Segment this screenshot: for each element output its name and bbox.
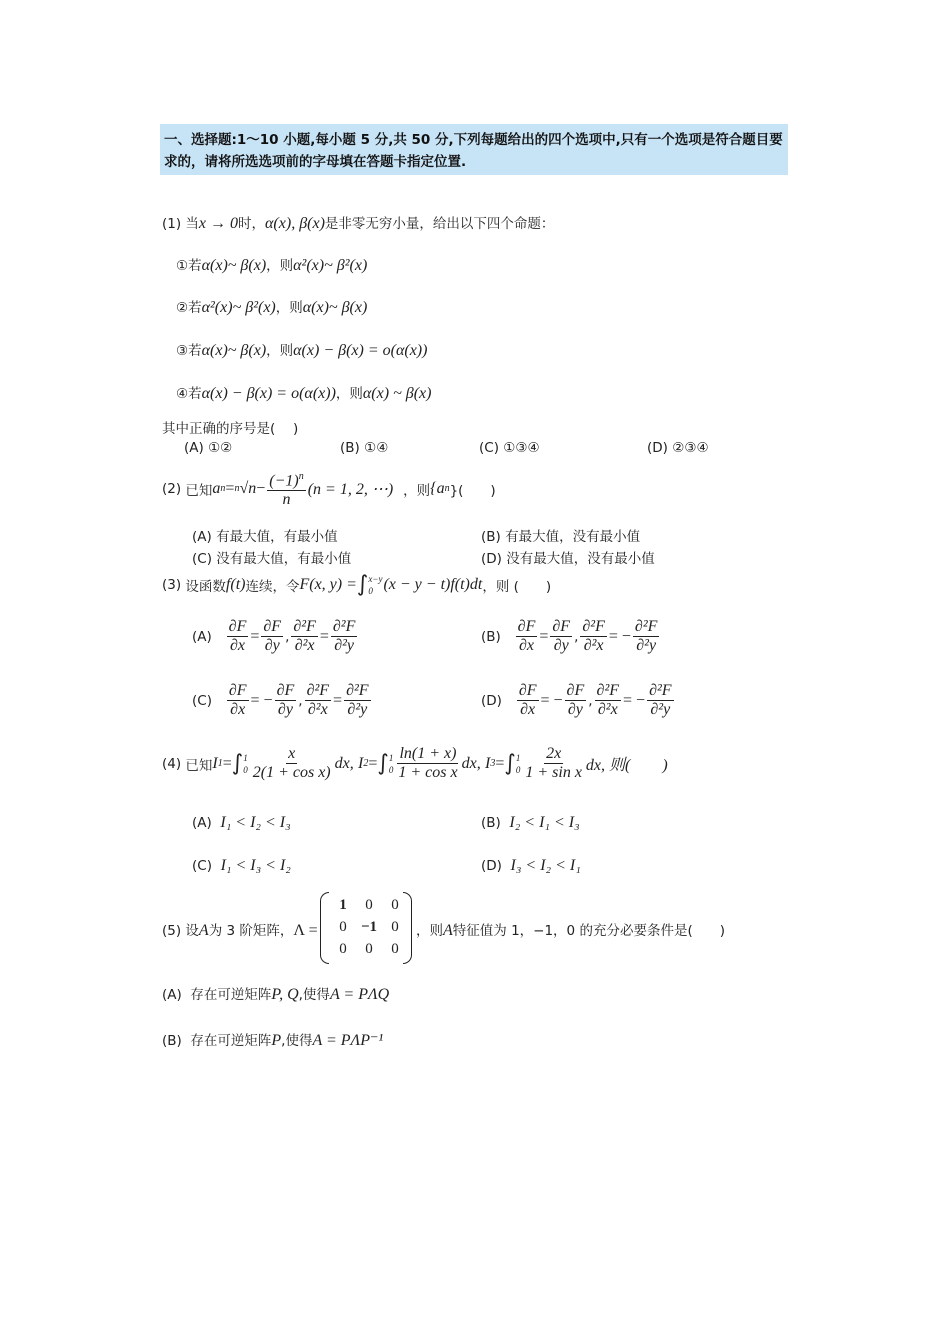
q5-option-b[interactable] (162, 1029, 383, 1050)
q2-root-index: n (234, 483, 240, 495)
q5-A-2: A (443, 922, 453, 939)
q1-prop-3-mid: ，则 (266, 343, 294, 359)
q3-d-f4-num: ∂²F (649, 682, 672, 699)
q5-option-b-label: (B) (162, 1033, 182, 1049)
q3-stem-a: 设函数 (185, 578, 226, 595)
q1-prop-1-math-1: α(x)~ β(x) (201, 257, 267, 274)
q5-option-a-math-1: P, Q (271, 986, 299, 1003)
q4-i2-sub: 2 (363, 758, 369, 769)
q2-root: √n (239, 479, 257, 497)
q3-int-upper: x−y (368, 573, 383, 584)
q4-option-a-label: (A) (192, 815, 212, 831)
matrix-row (330, 916, 408, 938)
q1-stem-text-a: 当 (185, 216, 199, 232)
q4-tail: dx, 则( ) (585, 757, 668, 774)
q3-d-f3-den: ∂²x (597, 701, 618, 718)
q5-stem-d: 特征值为 1，−1，0 的充分必要条件是( ) (452, 923, 725, 939)
matrix-table (330, 894, 408, 960)
q5-option-a-text-a: 存在可逆矩阵 (190, 987, 272, 1003)
q3-int-lower: 0 (368, 585, 373, 596)
q4-i2-den: 1 + cos x (398, 764, 458, 781)
q2-set: {a (430, 479, 445, 497)
q2-frac-den: n (282, 491, 291, 509)
q4-known: 已知 (185, 757, 213, 774)
q2-frac-num: (−1) (269, 472, 299, 490)
q4-i1-sub: 1 (217, 758, 223, 769)
q3-c-f3-num: ∂²F (306, 682, 330, 699)
q4-number: (4) (162, 755, 182, 772)
q2-then: ，则 (403, 482, 431, 499)
q2-a-sub: n (220, 483, 226, 495)
q5-number: (5) (162, 923, 182, 939)
q2-eq: = (225, 479, 235, 497)
q5-stem-b: 为 3 阶矩阵， (208, 923, 294, 939)
q3-a-f4-num: ∂²F (332, 618, 356, 635)
q4-option-a[interactable] (192, 814, 291, 832)
matrix-row (330, 894, 408, 916)
q3-option-b-label: (B) (481, 628, 501, 645)
q3-ft: f(t) (225, 575, 246, 593)
q3-F: F(x, y) = (299, 575, 357, 593)
q4-option-a-text: I₁ < I₂ < I₃ (220, 814, 291, 831)
q3-d-f2-num: ∂F (566, 682, 585, 699)
q4-option-b-text: I₂ < I₁ < I₃ (509, 814, 580, 831)
q3-d-f1-num: ∂F (518, 682, 537, 699)
q3-stem (162, 572, 551, 597)
q2-number: (2) (162, 480, 182, 497)
q2-frac-num-sup: n (298, 471, 304, 482)
q1-ask: 其中正确的序号是( ) (162, 421, 299, 437)
q1-number: (1) (162, 216, 182, 232)
q3-option-a[interactable]: (A) $\frac{\partial F}{\partial x}$ = $\frac{\partial F}{\partial y}$ , $\frac{\text{∂²F}}{\text{∂²x}}$ = $\frac{\text{∂²F}}{\text{∂²y}}$ (192, 618, 356, 654)
q2-range: (n = 1, 2, ⋯) (307, 480, 394, 498)
q2-a: a (212, 479, 221, 497)
q2-fraction (267, 468, 305, 509)
q1-option-a[interactable] (184, 440, 232, 456)
q3-c-f3-den: ∂²x (307, 701, 328, 718)
q3-option-c[interactable]: (C) $\frac{\partial F}{\partial x}$ = − $\frac{\partial F}{\partial y}$ , $\frac{\text{∂²F}}{\text{∂²x}}$ = $\frac{\text{∂²F}}{\text{∂²y}}$ (192, 682, 369, 718)
q3-a-op1: = (250, 627, 260, 645)
q4-i2: I (358, 754, 364, 772)
q5-option-a-text-b: ,使得 (298, 987, 330, 1003)
q2-option-c-label: (C) (192, 551, 212, 567)
q5-option-a[interactable] (162, 983, 389, 1004)
q4-option-c[interactable] (192, 857, 291, 875)
q2-option-b[interactable] (481, 525, 640, 545)
q4-i3-num: 2x (546, 745, 562, 762)
q5-A: A (198, 922, 209, 939)
q5-stem-c: ，则 (416, 923, 443, 939)
q3-b-f2-num: ∂F (552, 618, 571, 635)
q4-i1-lower: 0 (243, 764, 248, 775)
matrix-cell: 1 (339, 896, 347, 913)
q3-d-f1-den: ∂x (520, 701, 536, 718)
q1-prop-1-mark: ①若 (176, 258, 202, 274)
q3-stem-c: ，则 ( ) (482, 578, 552, 595)
q3-a-f2-num: ∂F (263, 618, 282, 635)
q1-prop-4-mark: ④若 (176, 386, 202, 402)
q4-i3-upper: 1 (515, 752, 521, 763)
q3-integrand: (x − y − t)f(t)dt (383, 575, 483, 593)
q1-prop-2-math-2: α(x)~ β(x) (302, 299, 368, 316)
q3-d-f4-den: ∂²y (650, 701, 671, 718)
q1-prop-2-mid: ，则 (275, 300, 303, 316)
q4-option-b[interactable] (481, 814, 580, 832)
q3-a-op2: = (319, 627, 329, 645)
q3-c-f2-den: ∂y (277, 701, 293, 718)
q5-stem-right (416, 919, 725, 940)
q4-i3-lower: 0 (515, 764, 521, 775)
q2-option-d-text: 没有最大值，没有最小值 (506, 551, 655, 567)
q3-d-f2-den: ∂y (567, 701, 583, 718)
q3-a-f3-den: ∂²x (294, 637, 315, 654)
q2-stem (162, 468, 496, 509)
q1-prop-3-mark: ③若 (176, 343, 202, 359)
q1-prop-1-mid: ，则 (266, 258, 294, 274)
q3-option-c-label: (C) (192, 692, 212, 709)
q3-option-a-label: (A) (192, 628, 212, 645)
q3-a-f2-den: ∂y (264, 637, 280, 654)
q5-stem-left (162, 919, 318, 940)
q1-option-b-text: ①④ (364, 440, 389, 456)
q4-i2-num: ln(1 + x) (399, 745, 457, 762)
q5-matrix (320, 892, 412, 964)
q3-limits (368, 573, 382, 597)
q1-option-c[interactable] (479, 440, 540, 456)
q3-a-f4-den: ∂²y (334, 637, 355, 654)
q4-option-d[interactable] (481, 857, 581, 875)
q2-known: 已知 (185, 482, 213, 499)
q4-i1-dx: dx, (334, 754, 354, 772)
q3-option-d[interactable]: (D) $\frac{\partial F}{\partial x}$ = − $\frac{\partial F}{\partial y}$ , $\frac{\text{∂²F}}{\text{∂²x}}$ = − $\frac{\text{∂²F}}{\text{∂²y}}$ (481, 682, 672, 718)
q5-option-b-text-a: 存在可逆矩阵 (190, 1033, 272, 1049)
q3-option-d-label: (D) (481, 692, 502, 709)
q5-lambda: Λ = (293, 922, 318, 939)
q3-b-f1-num: ∂F (517, 618, 536, 635)
q4-i3: I (485, 754, 491, 772)
q3-c-f1-num: ∂F (228, 682, 247, 699)
matrix-cell: 0 (365, 940, 373, 957)
q3-b-f2-den: ∂y (553, 637, 569, 654)
q3-c-op1: = − (250, 691, 273, 709)
q1-stem-text-c: 是非零无穷小量，给出以下四个命题： (324, 216, 555, 232)
q4-i3-sub: 3 (490, 758, 496, 769)
q4-i1-num: x (288, 745, 296, 762)
q3-option-b[interactable]: (B) $\frac{\partial F}{\partial x}$ = $\frac{\partial F}{\partial y}$ , $\frac{\text{∂²F}}{\text{∂²x}}$ = − $\frac{\text{∂²F}}{\text{∂²y}}$ (481, 618, 658, 654)
q5-option-b-math-1: P (271, 1032, 282, 1049)
q1-option-c-label: (C) (479, 440, 499, 456)
matrix-cell: 0 (339, 940, 347, 957)
q4-i1: I (212, 754, 218, 772)
q4-i2-upper: 1 (388, 752, 394, 763)
matrix-cell: 0 (365, 896, 373, 913)
q2-set-end: }( ) (449, 482, 496, 499)
q5-option-a-label: (A) (162, 987, 182, 1003)
q5-stem-a: 设 (185, 923, 199, 939)
q1-prop-3-math-2: α(x) − β(x) = o(α(x)) (293, 342, 428, 359)
q3-c-f4-num: ∂²F (346, 682, 369, 699)
q3-b-f3-num: ∂²F (582, 618, 605, 635)
q1-stem (162, 212, 554, 233)
q2-option-a-label: (A) (192, 529, 212, 545)
q1-prop-2-math-1: α²(x)~ β²(x) (201, 299, 276, 316)
q3-b-f4-num: ∂²F (634, 618, 658, 635)
matrix-cell: 0 (391, 918, 399, 935)
q4-option-d-text: I₃ < I₂ < I₁ (510, 857, 581, 874)
q1-prop-2-mark: ②若 (176, 300, 202, 316)
q1-prop-3-math-1: α(x)~ β(x) (201, 342, 267, 359)
q1-option-d-text: ②③④ (672, 440, 709, 456)
q1-option-a-text: ①② (208, 440, 233, 456)
q2-option-c[interactable] (192, 547, 351, 567)
q2-set-sub: n (444, 483, 450, 495)
q1-stem-text-b: 时， (238, 216, 266, 232)
q1-option-b[interactable] (340, 440, 388, 456)
matrix-left-paren (320, 892, 329, 964)
q1-prop-4-mid: ，则 (335, 386, 363, 402)
q4-i1-den: 2(1 + cos x) (252, 764, 331, 781)
q1-prop-1-math-2: α²(x)~ β²(x) (293, 257, 368, 274)
q3-number: (3) (162, 576, 182, 593)
q3-b-f4-den: ∂²y (636, 637, 657, 654)
q3-stem-b: 连续，令 (245, 578, 300, 595)
q3-b-op1: = (539, 627, 549, 645)
q3-c-f1-den: ∂x (230, 701, 246, 718)
q1-option-a-label: (A) (184, 440, 204, 456)
q3-a-f3-num: ∂²F (293, 618, 316, 635)
q4-i3-den: 1 + sin x (525, 764, 582, 781)
q1-prop-1 (176, 254, 367, 275)
q3-a-f1-num: ∂F (228, 618, 247, 635)
q3-d-f3-num: ∂²F (596, 682, 620, 699)
matrix-cell: 0 (339, 918, 347, 935)
q1-prop-4-math-1: α(x) − β(x) = o(α(x)) (201, 385, 336, 402)
matrix-row (330, 938, 408, 960)
q2-option-a-text: 有最大值，有最小值 (216, 529, 338, 545)
q2-option-b-text: 有最大值，没有最小值 (505, 529, 641, 545)
q4-stem: (4) 已知 I 1 = ∫ 1 0 $\frac{x}{\text{2(1 + cos x)}}$ dx, I 2 = ∫ 1 0 $\frac{\ln(1 + x)}{\text{1 + cos x}}$ dx, I 3 = ∫ 1 0 $\frac{2x}{\text{1 + sin x}}$ dx, 则( ) (162, 745, 668, 781)
q1-stem-math-1: x → 0 (198, 215, 239, 232)
q3-integral-sign: ∫ (356, 572, 369, 597)
q5-option-b-math-2: A = PΛP⁻¹ (312, 1032, 384, 1049)
q4-option-d-label: (D) (481, 858, 502, 874)
q4-i2-lower: 0 (388, 764, 394, 775)
q3-b-op2: = − (608, 627, 631, 645)
q5-option-a-math-2: A = PΛQ (329, 986, 390, 1003)
q3-c-f4-den: ∂²y (347, 701, 368, 718)
section-header (160, 124, 788, 175)
q1-stem-math-2: α(x), β(x) (265, 215, 325, 232)
q2-option-b-label: (B) (481, 529, 501, 545)
q2-minus: − (256, 479, 266, 497)
q4-i1-upper: 1 (243, 752, 248, 763)
matrix-cell: 0 (391, 896, 399, 913)
q3-c-op2: = (333, 691, 343, 709)
q3-d-op2: = − (623, 691, 646, 709)
q4-option-c-label: (C) (192, 858, 212, 874)
q3-b-f1-den: ∂x (519, 637, 535, 654)
matrix-cell: 0 (391, 940, 399, 957)
q1-option-c-text: ①③④ (503, 440, 540, 456)
q1-option-d[interactable] (647, 440, 709, 456)
q2-option-c-text: 没有最大值，有最小值 (216, 551, 352, 567)
q4-option-b-label: (B) (481, 815, 501, 831)
section-header-text: 一、选择题:1～10 小题,每小题 5 分,共 50 分,下列每题给出的四个选项中,只有一个选项是符合题目要求的，请将所选选项前的字母填在答题卡指定位置. (164, 132, 783, 170)
q1-prop-3 (176, 339, 427, 360)
q1-prop-4 (176, 382, 431, 403)
q5-option-b-text-b: ,使得 (281, 1033, 313, 1049)
q2-option-d-label: (D) (481, 551, 502, 567)
q1-option-d-label: (D) (647, 440, 668, 456)
q3-d-op1: = − (540, 691, 563, 709)
q1-prop-2 (176, 296, 367, 317)
q1-prop-4-math-2: α(x) ~ β(x) (362, 385, 432, 402)
q4-i2-dx: dx, (461, 754, 481, 772)
q2-option-d[interactable] (481, 547, 655, 567)
q1-option-b-label: (B) (340, 440, 360, 456)
q3-b-f3-den: ∂²x (583, 637, 604, 654)
matrix-cell: −1 (360, 918, 378, 935)
q4-option-c-text: I₁ < I₃ < I₂ (220, 857, 291, 874)
q3-a-f1-den: ∂x (229, 637, 245, 654)
q3-c-f2-num: ∂F (276, 682, 295, 699)
q2-option-a[interactable] (192, 525, 338, 545)
